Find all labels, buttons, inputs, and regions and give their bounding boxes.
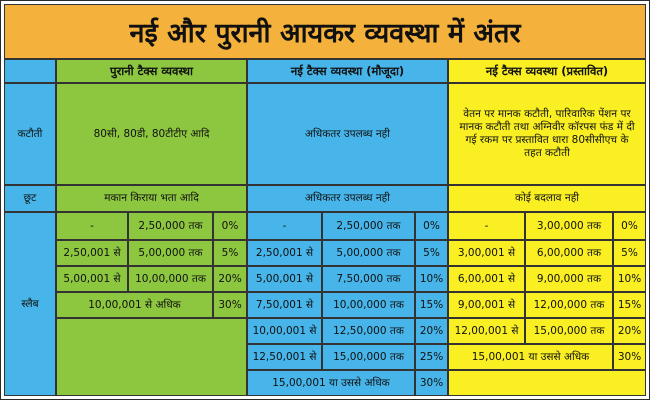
new-current-slab-rate: 0% [415,212,448,240]
new-proposed-slab-from: 6,00,001 से [448,266,525,292]
new-current-slab-from: 5,00,001 से [247,266,322,292]
new-proposed-slab-to: 15,00,000 तक [525,318,613,344]
new-proposed-slab-rate: 10% [613,266,646,292]
header-new-proposed-regime: नई टैक्स व्यवस्था (प्रस्तावित) [448,59,646,83]
new-proposed-slab-rate: 15% [613,292,646,318]
new-current-slab-to: 7,50,000 तक [322,266,415,292]
new-current-slab-from: 10,00,001 से [247,318,322,344]
page-title: नई और पुरानी आयकर व्यवस्था में अंतर [4,4,646,59]
new-current-slab-from: 12,50,001 से [247,344,322,370]
row-label-deduction: कटौती [4,83,56,185]
new-proposed-slab-from: - [448,212,525,240]
new-proposed-slab-empty [448,370,646,396]
new-current-slab-rate: 15% [415,292,448,318]
new-current-slab-rate: 5% [415,240,448,266]
new-current-slab-rate: 20% [415,318,448,344]
new-proposed-slab-from: 3,00,001 से [448,240,525,266]
new-proposed-slab-from: 9,00,001 से [448,292,525,318]
new-proposed-slab-rate: 0% [613,212,646,240]
old-slab-rate: 5% [213,240,247,266]
corner-cell [4,59,56,83]
row-label-slab: स्लैब [4,212,56,396]
new-proposed-slab-merged: 15,00,001 या उससे अधिक [448,344,613,370]
new-proposed-slab-from: 12,00,001 से [448,318,525,344]
new-current-deduction-cell: अधिकतर उपलब्ध नही [247,83,448,185]
old-slab-to: 5,00,000 तक [128,240,213,266]
new-current-slab-rate: 25% [415,344,448,370]
old-slab-to: 10,00,000 तक [128,266,213,292]
new-current-slab-merged: 15,00,001 या उससे अधिक [247,370,415,396]
old-slab-rate: 0% [213,212,247,240]
new-current-slab-to: 15,00,000 तक [322,344,415,370]
new-current-slab-to: 10,00,000 तक [322,292,415,318]
new-proposed-slab-rate: 30% [613,344,646,370]
new-current-slab-from: - [247,212,322,240]
new-proposed-exemption-cell: कोई बदलाव नही [448,185,646,212]
old-deduction-cell: 80सी, 80डी, 80टीटीए आदि [56,83,247,185]
new-current-slab-to: 2,50,000 तक [322,212,415,240]
old-slab-rate: 20% [213,266,247,292]
new-proposed-slab-to: 6,00,000 तक [525,240,613,266]
old-slab-from: 5,00,001 से [56,266,128,292]
new-current-slab-rate: 10% [415,266,448,292]
new-current-slab-from: 7,50,001 से [247,292,322,318]
old-slab-rate: 30% [213,292,247,318]
new-current-exemption-cell: अधिकतर उपलब्ध नही [247,185,448,212]
old-slab-from: 2,50,001 से [56,240,128,266]
new-proposed-slab-rate: 20% [613,318,646,344]
new-current-slab-rate: 30% [415,370,448,396]
header-new-current-regime: नई टैक्स व्यवस्था (मौजूदा) [247,59,448,83]
new-proposed-deduction-cell: वेतन पर मानक कटौती, पारिवारिक पेंशन पर मानक कटौती तथा अग्निवीर कॉरपस फंड में दी गई रकम पर प्रस्तावित धारा 80सीसीएच के तहत कटौती [448,83,646,185]
old-slab-merged: 10,00,001 से अधिक [56,292,213,318]
new-proposed-slab-to: 3,00,000 तक [525,212,613,240]
new-current-slab-from: 2,50,001 से [247,240,322,266]
new-proposed-slab-to: 12,00,000 तक [525,292,613,318]
old-slab-from: - [56,212,128,240]
old-slab-to: 2,50,000 तक [128,212,213,240]
new-current-slab-to: 12,50,000 तक [322,318,415,344]
header-old-regime: पुरानी टैक्स व्यवस्था [56,59,247,83]
old-exemption-cell: मकान किराया भता आदि [56,185,247,212]
new-current-slab-to: 5,00,000 तक [322,240,415,266]
row-label-exemption: छूट [4,185,56,212]
new-proposed-slab-rate: 5% [613,240,646,266]
old-slab-empty [56,318,247,396]
new-proposed-slab-to: 9,00,000 तक [525,266,613,292]
